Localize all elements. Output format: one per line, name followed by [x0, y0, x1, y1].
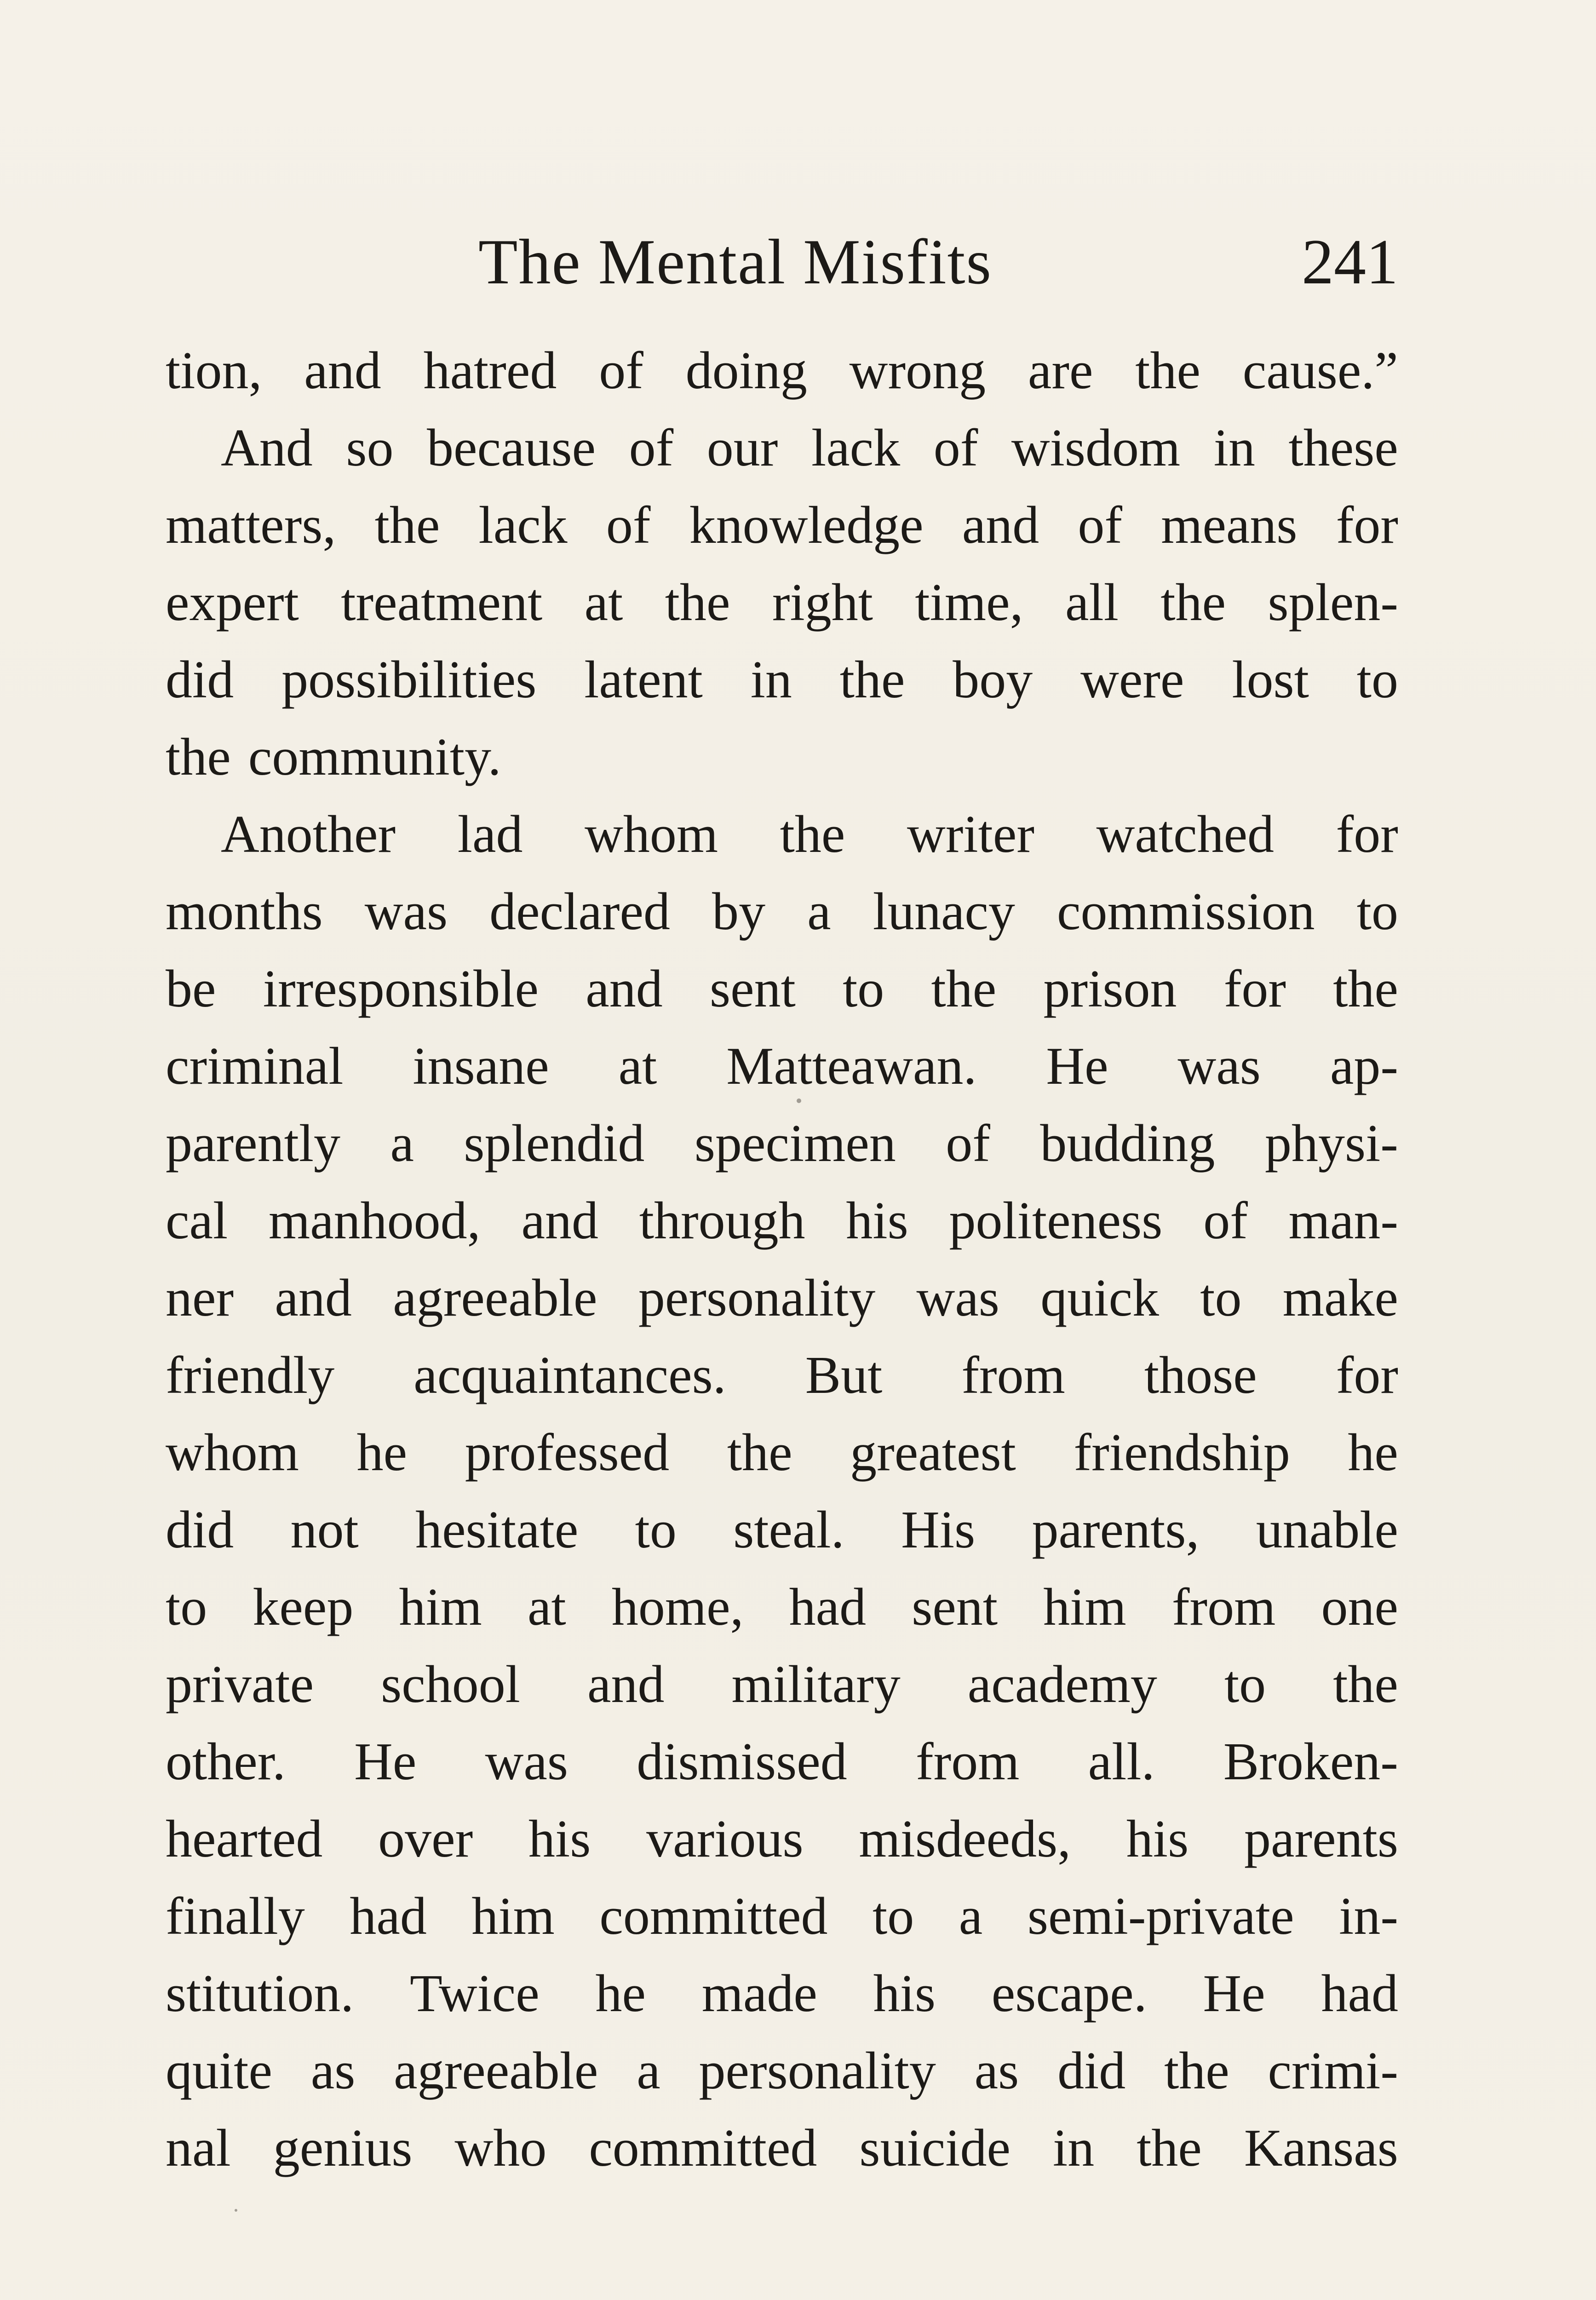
word: a — [807, 882, 831, 941]
word: suicide — [859, 2119, 1010, 2178]
word: stitution. — [166, 1964, 354, 2023]
text-line — [166, 2032, 1398, 2110]
word: wrong — [849, 341, 986, 400]
word: cause.” — [1242, 341, 1398, 400]
word: of — [946, 1114, 990, 1173]
word: not — [290, 1501, 359, 1559]
word: of — [599, 341, 643, 400]
word: friendship — [1074, 1423, 1290, 1482]
print-speck — [797, 1098, 801, 1103]
word: whom — [166, 1423, 299, 1482]
word: criminal — [166, 1037, 344, 1096]
word: matters, — [166, 496, 336, 555]
text-line — [166, 564, 1398, 641]
word: and — [962, 496, 1039, 555]
word: military — [731, 1655, 901, 1714]
word: the — [1333, 1655, 1398, 1714]
word: him — [399, 1578, 482, 1637]
word: had — [350, 1887, 427, 1946]
word: and — [304, 341, 381, 400]
word: and — [275, 1269, 352, 1328]
word: he — [595, 1964, 646, 2023]
word: irresponsible — [263, 960, 539, 1018]
word: other. — [166, 1732, 286, 1791]
word: one — [1321, 1578, 1398, 1637]
word: because — [427, 419, 596, 477]
word: keep — [253, 1578, 354, 1637]
word: did — [1057, 2041, 1126, 2100]
word: from — [915, 1732, 1020, 1791]
word: the — [374, 496, 440, 555]
word: at — [584, 573, 623, 632]
word: physi- — [1264, 1114, 1398, 1173]
word: did — [166, 650, 234, 709]
word: writer — [907, 805, 1034, 864]
text-line — [166, 1878, 1398, 1955]
word: these — [1288, 419, 1398, 477]
word: ner — [166, 1269, 234, 1328]
word: to — [873, 1887, 914, 1946]
word: from — [1171, 1578, 1276, 1637]
word: make — [1282, 1269, 1398, 1328]
word: him — [1043, 1578, 1126, 1637]
word: Matteawan. — [726, 1037, 977, 1096]
word: possibilities — [281, 650, 537, 709]
word: lack — [478, 496, 568, 555]
word: months — [166, 882, 323, 941]
word: cal — [166, 1191, 228, 1250]
word: to — [1200, 1269, 1242, 1328]
text-line — [166, 950, 1398, 1028]
word: nal — [166, 2119, 231, 2178]
word: knowledge — [689, 496, 924, 555]
word: acquaintances. — [413, 1346, 726, 1405]
text-line — [166, 1182, 1398, 1259]
word: made — [701, 1964, 817, 2023]
text-line — [166, 1491, 1398, 1569]
text-line — [166, 1723, 1398, 1800]
word: the — [166, 728, 231, 787]
word: him — [471, 1887, 555, 1946]
word: a — [959, 1887, 983, 1946]
word: to — [1224, 1655, 1266, 1714]
word: commission — [1057, 882, 1315, 941]
word: of — [1078, 496, 1123, 555]
word: was — [485, 1732, 568, 1791]
text-line — [166, 1646, 1398, 1723]
word: greatest — [850, 1423, 1016, 1482]
word: through — [639, 1191, 805, 1250]
word: a — [390, 1114, 414, 1173]
word: lack — [811, 419, 901, 477]
word: private — [166, 1655, 314, 1714]
word: had — [1321, 1964, 1398, 2023]
word: prison — [1043, 960, 1177, 1018]
word: the — [1160, 573, 1226, 632]
word: in — [1213, 419, 1256, 477]
text-line — [166, 796, 1398, 873]
word: all. — [1088, 1732, 1155, 1791]
text-line — [166, 1955, 1398, 2032]
word: semi-private — [1027, 1887, 1294, 1946]
word: quite — [166, 2041, 272, 2100]
word: for — [1336, 1346, 1398, 1405]
word: from — [961, 1346, 1065, 1405]
word: to — [1356, 882, 1398, 941]
page-number: 241 — [1302, 226, 1398, 298]
word: expert — [166, 573, 299, 632]
word: manhood, — [268, 1191, 481, 1250]
word: professed — [465, 1423, 670, 1482]
text-line — [166, 1259, 1398, 1337]
word: various — [646, 1810, 804, 1869]
word: the — [780, 805, 845, 864]
word: and — [587, 1655, 665, 1714]
word: the — [1135, 341, 1200, 400]
word: tion, — [166, 341, 262, 400]
word: insane — [413, 1037, 549, 1096]
word: genius — [273, 2119, 413, 2178]
word: his — [846, 1191, 908, 1250]
word: Another — [221, 805, 396, 864]
word: specimen — [694, 1114, 896, 1173]
word: budding — [1040, 1114, 1215, 1173]
word: He — [1203, 1964, 1265, 2023]
word: agreeable — [394, 2041, 598, 2100]
word: as — [310, 2041, 356, 2100]
word: sent — [709, 960, 796, 1018]
word: Kansas — [1244, 2119, 1398, 2178]
word: misdeeds, — [859, 1810, 1071, 1869]
word: His — [901, 1501, 976, 1559]
word: the — [727, 1423, 792, 1482]
text-line — [166, 719, 1398, 796]
word: treatment — [341, 573, 543, 632]
print-speck — [235, 2209, 237, 2212]
word: whom — [585, 805, 718, 864]
word: Twice — [410, 1964, 540, 2023]
word: means — [1161, 496, 1297, 555]
word: lunacy — [873, 882, 1015, 941]
text-line — [166, 332, 1398, 409]
word: the — [665, 573, 730, 632]
word: community. — [248, 728, 501, 787]
word: so — [346, 419, 394, 477]
word: the — [931, 960, 997, 1018]
word: were — [1080, 650, 1184, 709]
word: as — [974, 2041, 1019, 2100]
word: man- — [1288, 1191, 1398, 1250]
word: personality — [699, 2041, 936, 2100]
word: those — [1144, 1346, 1257, 1405]
running-head — [166, 216, 1398, 308]
word: parents, — [1032, 1501, 1200, 1559]
word: crimi- — [1268, 2041, 1398, 2100]
word: agreeable — [393, 1269, 597, 1328]
word: of — [629, 419, 674, 477]
word: his — [1126, 1810, 1189, 1869]
word: to — [166, 1578, 207, 1637]
word: at — [528, 1578, 566, 1637]
word: are — [1028, 341, 1093, 400]
word: was — [1177, 1037, 1261, 1096]
word: a — [637, 2041, 660, 2100]
text-line — [166, 1800, 1398, 1878]
word: he — [356, 1423, 408, 1482]
word: school — [381, 1655, 520, 1714]
word: was — [916, 1269, 999, 1328]
word: declared — [489, 882, 670, 941]
word: unable — [1256, 1501, 1398, 1559]
word: who — [454, 2119, 547, 2178]
word: the — [1333, 960, 1398, 1018]
text-line — [166, 2110, 1398, 2187]
word: parents — [1244, 1810, 1398, 1869]
word: wisdom — [1011, 419, 1181, 477]
word: steal. — [733, 1501, 844, 1559]
word: the — [1137, 2119, 1202, 2178]
text-line — [166, 1569, 1398, 1646]
word: he — [1348, 1423, 1398, 1482]
word: doing — [685, 341, 807, 400]
word: the — [1164, 2041, 1229, 2100]
word: hesitate — [415, 1501, 579, 1559]
word: hearted — [166, 1810, 323, 1869]
word: And — [221, 419, 313, 477]
word: hatred — [423, 341, 557, 400]
word: had — [789, 1578, 867, 1637]
word: politeness — [949, 1191, 1163, 1250]
word: his — [528, 1810, 591, 1869]
word: lost — [1232, 650, 1309, 709]
word: all — [1065, 573, 1119, 632]
word: splendid — [464, 1114, 645, 1173]
text-line — [166, 1337, 1398, 1414]
word: time, — [915, 573, 1023, 632]
word: committed — [599, 1887, 828, 1946]
word: latent — [584, 650, 703, 709]
text-line — [166, 873, 1398, 950]
word: boy — [953, 650, 1033, 709]
word: splen- — [1268, 573, 1398, 632]
word: did — [166, 1501, 234, 1559]
word: watched — [1096, 805, 1275, 864]
word: parently — [166, 1114, 341, 1173]
word: Broken- — [1223, 1732, 1398, 1791]
text-line — [166, 409, 1398, 487]
text-line — [166, 1414, 1398, 1491]
text-line — [166, 1105, 1398, 1182]
word: escape. — [991, 1964, 1147, 2023]
word: of — [933, 419, 978, 477]
word: But — [805, 1346, 883, 1405]
word: his — [873, 1964, 936, 2023]
word: ap- — [1330, 1037, 1398, 1096]
word: dismissed — [637, 1732, 847, 1791]
word: was — [364, 882, 448, 941]
running-title: The Mental Misfits — [478, 226, 992, 298]
word: lad — [457, 805, 523, 864]
word: to — [843, 960, 884, 1018]
text-line — [166, 487, 1398, 564]
word: academy — [967, 1655, 1157, 1714]
word: our — [706, 419, 778, 477]
word: for — [1223, 960, 1286, 1018]
text-line — [166, 641, 1398, 719]
body-text — [166, 332, 1398, 2187]
word: for — [1336, 805, 1398, 864]
word: committed — [589, 2119, 817, 2178]
word: personality — [638, 1269, 876, 1328]
word: in- — [1339, 1887, 1398, 1946]
word: to — [635, 1501, 677, 1559]
word: be — [166, 960, 216, 1018]
word: quick — [1040, 1269, 1159, 1328]
word: sent — [912, 1578, 998, 1637]
text-line — [166, 1028, 1398, 1105]
word: the — [839, 650, 905, 709]
word: He — [354, 1732, 417, 1791]
word: for — [1336, 496, 1398, 555]
word: to — [1356, 650, 1398, 709]
word: by — [712, 882, 766, 941]
word: in — [750, 650, 792, 709]
word: finally — [166, 1887, 305, 1946]
word: over — [378, 1810, 473, 1869]
word: of — [606, 496, 651, 555]
word: and — [521, 1191, 598, 1250]
word: friendly — [166, 1346, 335, 1405]
word: and — [586, 960, 663, 1018]
word: right — [772, 573, 873, 632]
word: in — [1052, 2119, 1095, 2178]
word: home, — [611, 1578, 744, 1637]
word: of — [1203, 1191, 1248, 1250]
word: at — [618, 1037, 657, 1096]
word: He — [1046, 1037, 1108, 1096]
